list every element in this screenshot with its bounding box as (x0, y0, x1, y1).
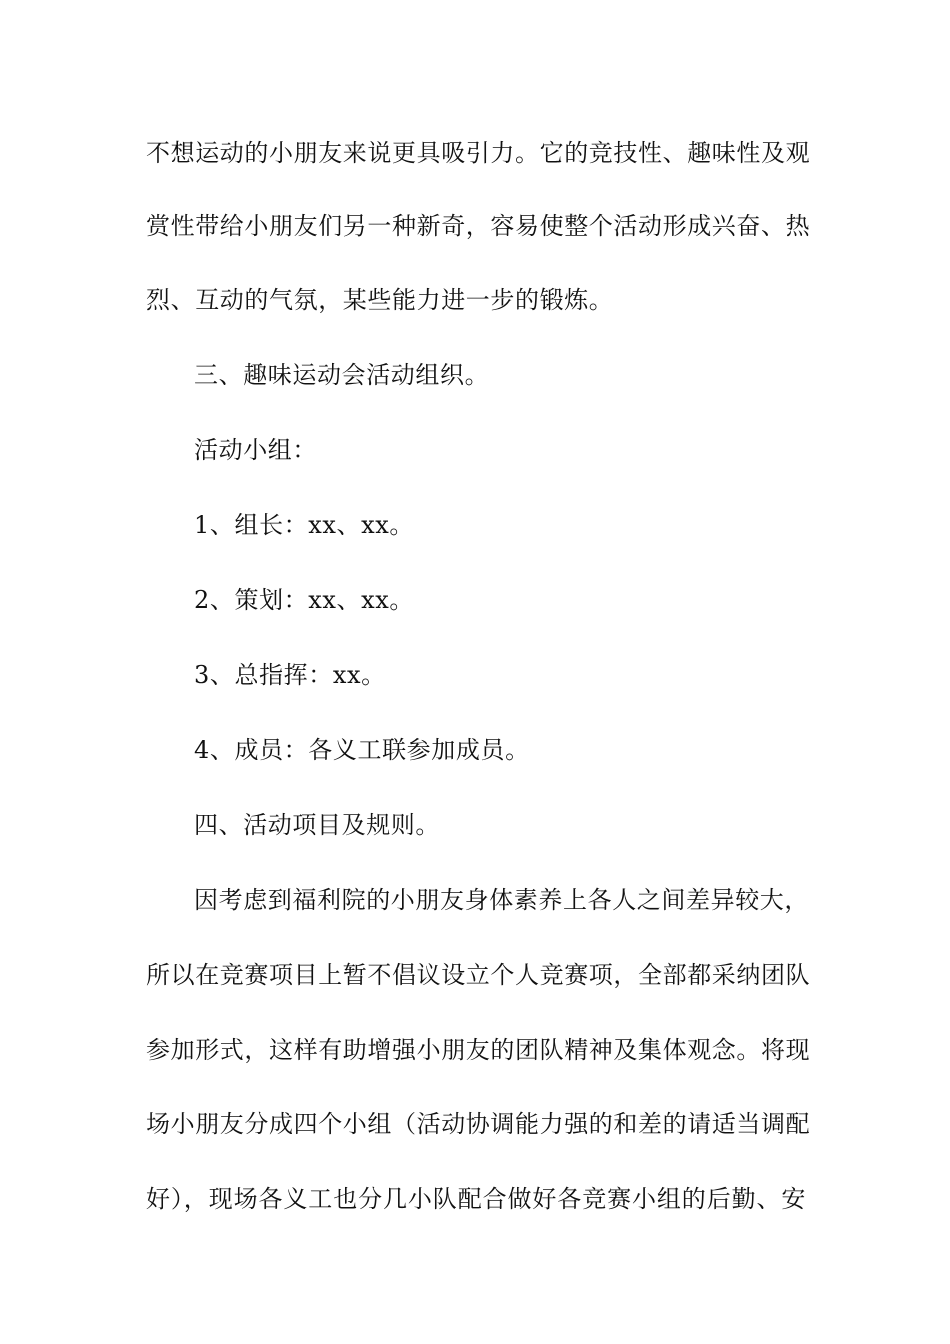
body-text-line: 好），现场各义工也分几小队配合做好各竞赛小组的后勤、安 (146, 1185, 806, 1213)
body-text-line: 烈、互动的气氛，某些能力进一步的锻炼。 (146, 286, 614, 314)
body-text-line: 参加形式，这样有助增强小朋友的团队精神及集体观念。将现 (146, 1036, 811, 1064)
section-heading: 三、趣味运动会活动组织。 (194, 361, 490, 389)
body-text-line: 所以在竞赛项目上暂不倡议设立个人竞赛项，全部都采纳团队 (146, 961, 811, 989)
subheading: 活动小组： (194, 436, 317, 464)
body-text-line: 赏性带给小朋友们另一种新奇，容易使整个活动形成兴奋、热 (146, 212, 811, 240)
body-text-line: 不想运动的小朋友来说更具吸引力。它的竞技性、趣味性及观 (146, 139, 811, 167)
body-text-line: 因考虑到福利院的小朋友身体素养上各人之间差异较大， (194, 886, 809, 914)
list-item: 1、组长：xx、xx。 (194, 511, 415, 539)
section-heading: 四、活动项目及规则。 (194, 811, 440, 839)
list-item: 2、策划：xx、xx。 (194, 586, 415, 614)
list-item: 3、总指挥：xx。 (194, 661, 386, 689)
list-item: 4、成员：各义工联参加成员。 (194, 736, 530, 764)
body-text-line: 场小朋友分成四个小组（活动协调能力强的和差的请适当调配 (146, 1110, 811, 1138)
